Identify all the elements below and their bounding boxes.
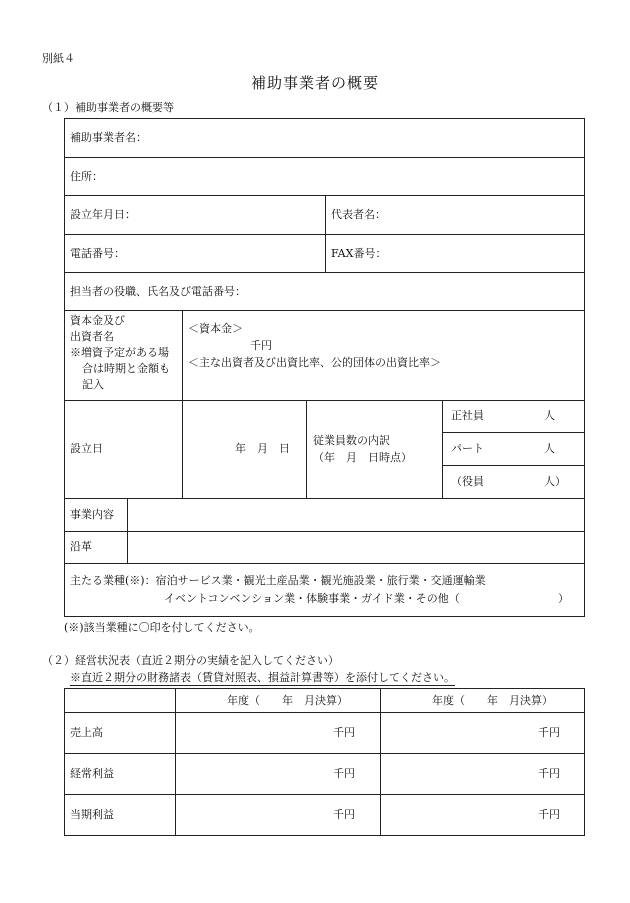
- regular-unit: 人: [544, 409, 555, 422]
- row-sales: 売上高: [70, 726, 103, 739]
- capital-tag: ＜資本金＞: [188, 322, 243, 335]
- section2-note: [70, 671, 455, 685]
- representative-label: 代表者名：: [331, 208, 386, 221]
- investors-tag: ＜主な出資者及び出資比率、公的団体の出資比率＞: [188, 356, 441, 369]
- industry-close: ）: [558, 592, 569, 605]
- capital-label-line5: 記入: [82, 378, 104, 391]
- parttime-label: パート: [451, 442, 484, 455]
- capital-label-line3: ※増資予定がある場: [70, 346, 169, 359]
- establishment-date-value: 年 月 日: [235, 442, 290, 455]
- net-unit-1: 千円: [333, 808, 355, 821]
- financial-table: [64, 688, 585, 836]
- page-title: 補助事業者の概要: [250, 74, 379, 92]
- industry-line1: 主たる業種(※)：宿泊サービス業・観光土産品業・観光施設業・旅行業・交通運輸業: [70, 574, 486, 587]
- row-net-profit: 当期利益: [70, 808, 114, 821]
- officers-unit: 人）: [544, 475, 566, 488]
- applicant-name-label: 補助事業者名：: [70, 131, 147, 144]
- capital-unit: 千円: [250, 339, 272, 352]
- attachment-label: 別紙４: [42, 52, 75, 65]
- ordinary-unit-2: 千円: [538, 767, 560, 780]
- sales-unit-1: 千円: [333, 726, 355, 739]
- capital-label-line1: 資本金及び: [70, 314, 125, 327]
- section1-heading: （１）補助事業者の概要等: [42, 101, 174, 114]
- establishment-label: 設立日: [70, 442, 103, 455]
- ordinary-unit-1: 千円: [333, 767, 355, 780]
- section2-note-text: ※直近２期分の財務諸表（賃貸対照表、損益計算書等）を添付してください。: [70, 671, 455, 684]
- history-label: 沿革: [70, 540, 92, 553]
- industry-note: (※)該当業種に〇印を付してください。: [64, 621, 260, 634]
- address-label: 住所：: [70, 170, 103, 183]
- net-unit-2: 千円: [538, 808, 560, 821]
- employees-label: 従業員数の内訳: [313, 434, 390, 447]
- fy-column-1: 年度（ 年 月決算）: [227, 694, 348, 707]
- fax-label: FAX番号：: [331, 247, 387, 260]
- contact-label: 担当者の役職、氏名及び電話番号：: [70, 285, 246, 298]
- regular-label: 正社員: [451, 409, 484, 422]
- capital-label-line4: 合は時期と金額も: [82, 362, 170, 375]
- section2-heading: （２）経営状況表（直近２期分の実績を記入してください）: [42, 654, 339, 667]
- established-date-label: 設立年月日：: [70, 208, 136, 221]
- row-ordinary-profit: 経常利益: [70, 767, 114, 780]
- officers-label: （役員: [451, 475, 484, 488]
- parttime-unit: 人: [544, 442, 555, 455]
- business-label: 事業内容: [70, 508, 114, 521]
- industry-line2: イベントコンベンション業・体験事業・ガイド業・その他（: [164, 592, 460, 605]
- sales-unit-2: 千円: [538, 726, 560, 739]
- employees-asof: （年 月 日時点）: [313, 451, 412, 464]
- capital-label-line2: 出資者名: [70, 330, 114, 343]
- phone-label: 電話番号：: [70, 247, 125, 260]
- fy-column-2: 年度（ 年 月決算）: [432, 694, 553, 707]
